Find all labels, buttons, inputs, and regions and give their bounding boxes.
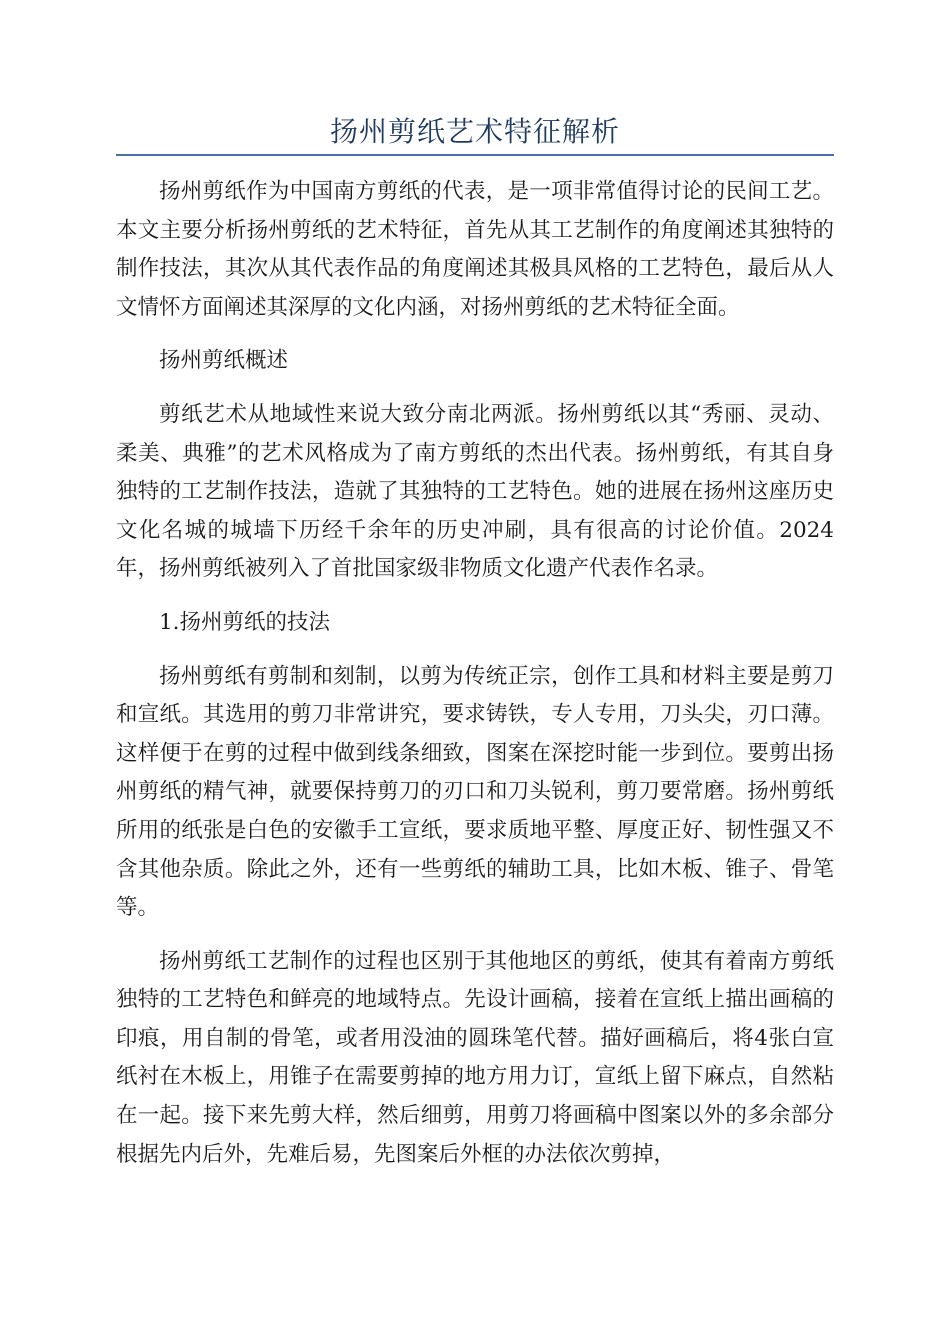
document-title: 扬州剪纸艺术特征解析 (329, 115, 620, 148)
paragraph-tools: 扬州剪纸有剪制和刻制，以剪为传统正宗，创作工具和材料主要是剪刀和宣纸。其选用的剪刀非常讲究，要求铸铁，专人专用，刀头尖，刃口薄。这样便于在剪的过程中做到线条细致，图案在深挖时能一步到位。要剪出扬州剪纸的精气神，就要保持剪刀的刃口和刀头锐利，剪刀要常磨。扬州剪纸所用的纸张是白色的安徽手工宣纸，要求质地平整、厚度正好、韧性强又不含其他杂质。除此之外，还有一些剪纸的辅助工具，比如木板、锥子、骨笔等。 (116, 663, 834, 921)
paragraph-overview: 剪纸艺术从地域性来说大致分南北两派。扬州剪纸以其“秀丽、灵动、柔美、典雅”的艺术风格成为了南方剪纸的杰出代表。扬州剪纸，有其自身独特的工艺制作技法，造就了其独特的工艺特色。她的进展在扬州这座历史文化名城的城墙下历经千余年的历史冲刷，具有很高的讨论价值。2024年，扬州剪纸被列入了首批国家级非物质文化遗产代表作名录。 (116, 401, 834, 582)
title-underline (116, 154, 834, 156)
section-heading-technique: 1.扬州剪纸的技法 (159, 609, 331, 635)
section-heading-overview: 扬州剪纸概述 (159, 348, 289, 374)
document-body (116, 173, 834, 1189)
paragraph-process: 扬州剪纸工艺制作的过程也区别于其他地区的剪纸，使其有着南方剪纸独特的工艺特色和鲜亮的地域特点。先设计画稿，接着在宣纸上描出画稿的印痕，用自制的骨笔，或者用没油的圆珠笔代替。描好画稿后，将4张白宣纸衬在木板上，用锥子在需要剪掉的地方用力订，宣纸上留下麻点，自然粘在一起。接下来先剪大样，然后细剪，用剪刀将画稿中图案以外的多余部分根据先内后外，先难后易，先图案后外框的办法依次剪掉， (116, 948, 834, 1167)
paragraph-abstract: 扬州剪纸作为中国南方剪纸的代表，是一项非常值得讨论的民间工艺。本文主要分析扬州剪纸的艺术特征，首先从其工艺制作的角度阐述其独特的制作技法，其次从其代表作品的角度阐述其极具风格的工艺特色，最后从人文情怀方面阐述其深厚的文化内涵，对扬州剪纸的艺术特征全面。 (116, 179, 834, 320)
